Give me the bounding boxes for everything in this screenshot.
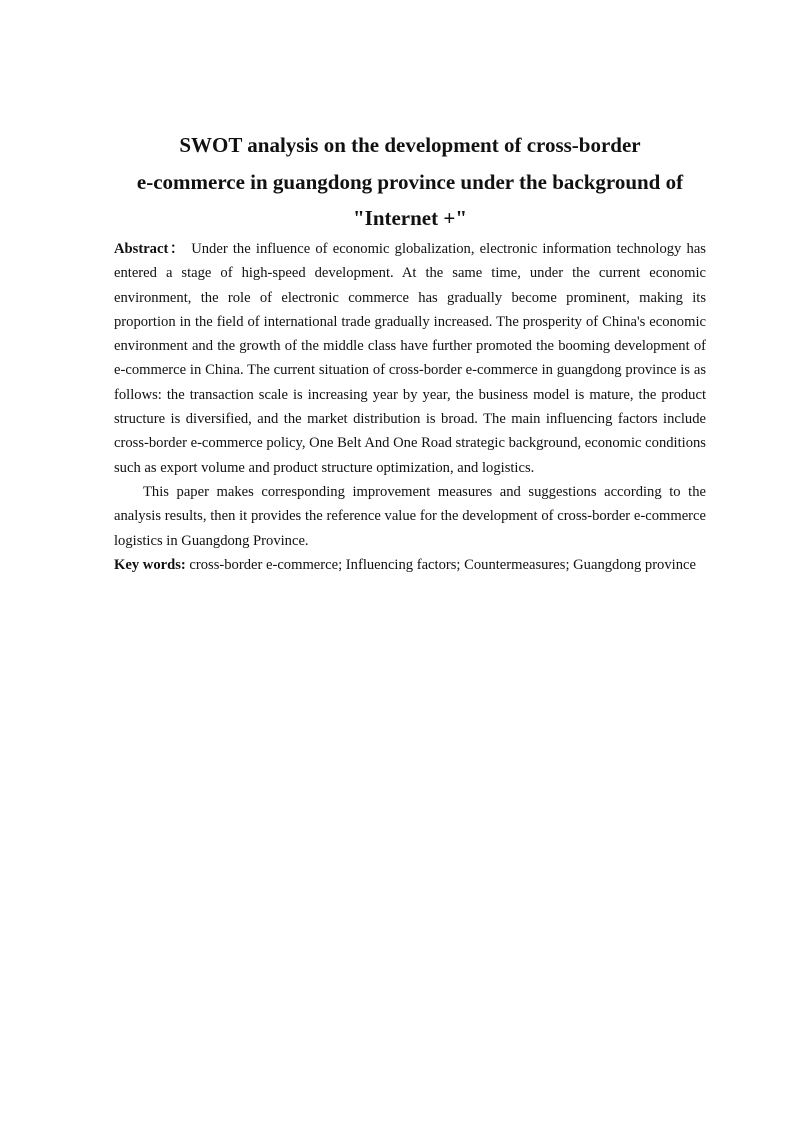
keywords-line <box>114 553 706 577</box>
second-paragraph: This paper makes corresponding improvement measures and suggestions according to the analysis results, then it provides the reference value for the development of cross-border e-commerce logistics in Guangdong Province. <box>114 483 706 549</box>
keywords-text: cross-border e-commerce; Influencing factors; Countermeasures; Guangdong province <box>189 556 696 573</box>
abstract-section <box>114 237 706 577</box>
title-line-2: e-commerce in guangdong province under the background of <box>136 169 684 194</box>
title-line-1: SWOT analysis on the development of cross-border <box>179 133 641 157</box>
abstract-label: Abstract： <box>114 241 186 257</box>
keywords-label: Key words: <box>114 556 186 573</box>
title-line-3: "Internet +" <box>352 206 467 230</box>
abstract-text: Under the influence of economic globalization, electronic information technology has entered a stage of high-speed development. At the same time, under the current economic environment, the role of electronic commerce has gradually become prominent, making its proportion in the field of international trade gradually increased. The prosperity of China's economic environment and the growth of the middle class have further promoted the booming development of e-commerce in China. The current situation of cross-border e-commerce in guangdong province is as follows: the transaction scale is increasing year by year, the business model is mature, the product structure is diversified, and the market distribution is broad. The main influencing factors include cross-border e-commerce policy, One Belt And One Road strategic background, economic conditions such as export volume and product structure optimization, and logistics. <box>114 241 706 476</box>
abstract-paragraph <box>114 237 706 480</box>
paper-title <box>100 127 720 237</box>
